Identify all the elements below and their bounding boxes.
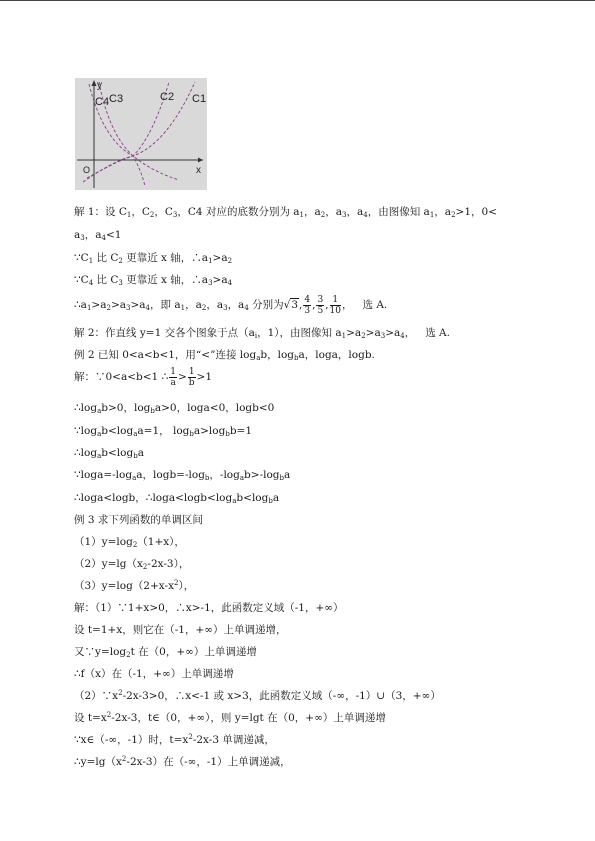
sol2-line: 解 2：作直线 y=1 交各个图象于点（$a_i$，1），由图像知 $a_1>a_2>a_3>a_4$， 选 A. — [74, 327, 450, 340]
exponential-curves-figure — [75, 78, 207, 190]
curve-label-c1: C1 — [192, 93, 207, 105]
ex3-s8: $\therefore y=\lg(x^2-2x-3)$在（-∞，-1）上单调递减， — [74, 755, 291, 768]
fraction-1-b: $\frac{1}{b}$ — [188, 366, 195, 388]
ex2-r3: $\therefore\log_ab<\log_ba$ — [74, 447, 144, 460]
sol1-line1: 解 1：设 $C_1$，$C_2$，$C_3$，C4 对应的底数分别为 $a_1$，$a_2$，$a_3$，$a_4$，由图像知 $a_1$，$a_2>1$，0< — [74, 206, 497, 219]
ex2-r5: ∴loga<logb，$\therefore\log a<\log b<\log_ab<\log_ba$ — [74, 492, 280, 505]
curve-label-c3: C3 — [109, 93, 124, 105]
fraction-1-a: $\frac{1}{a}$ — [170, 366, 176, 388]
ex2-r1: $\therefore\log_ab>0$，$\log_ba>0$，loga<0，logb<0 — [74, 402, 275, 415]
ex3-s6: 设 $t=x^2-2x-3$，t∈（0，+∞），则 y=lgt 在（0，+∞）上单调递增 — [74, 711, 386, 724]
page-top-rule — [0, 0, 595, 1]
sqrt-3: √3 — [283, 299, 299, 311]
sol1-line2: $a_3$，$a_4<1$ — [74, 229, 122, 242]
sol1-line4: $\because C_4$ 比 $C_3$ 更靠近 x 轴，$\therefore a_3>a_4$ — [74, 274, 233, 287]
curve-label-c4: C4 — [95, 96, 110, 108]
fraction-4-3: $\frac{4}{3}$ — [304, 294, 311, 316]
ex3-s7: ∵x∈（-∞，-1）时，$t=x^2-2x-3$ 单调递减， — [74, 733, 275, 746]
ex3-problem-3: $(3)y=\log(2+x-x^2)$， — [74, 579, 195, 592]
ex2-solution-line: 解：∵0<a<b<1 ∴ $\frac{1}{a}$ > $\frac{1}{b}$ >1 — [74, 366, 213, 388]
y-axis-label: y — [97, 80, 102, 91]
ex3-s1: 解：（1）∵1+x>0，∴x>-1，此函数定义域（-1，+∞） — [74, 602, 344, 614]
ex3-s3: 又$\because y=\log_2t$ 在（0，+∞）上单调递增 — [74, 646, 257, 659]
ex3-problem-2: $(2)y=\lg(x_2-2x-3)$， — [74, 558, 190, 571]
ex3-s2: 设 t=1+x，则它在（-1，+∞）上单调递增， — [74, 624, 287, 636]
origin-label: O — [83, 165, 91, 175]
ex2-title: 例 2 已知 0<a<b<1，用“<”连接 $\log_ab$，$\log_ba$，loga，logb. — [74, 349, 375, 362]
curve-label-c2: C2 — [160, 91, 175, 103]
fraction-3-5: $\frac{3}{5}$ — [317, 294, 324, 316]
fraction-1-10: $\frac{1}{10}$ — [329, 294, 341, 316]
sol1-line3: $\because C_1$ 比 $C_2$ 更靠近 x 轴，$\therefore a_1>a_2$ — [74, 252, 233, 265]
ex3-s5: $(2)\because x^2-2x-3>0$，∴x<-1 或 x>3，此函数定义域（-∞，-1）∪（3，+∞） — [74, 689, 441, 702]
ex3-problem-1: $(1)y=\log_2(1+x)$， — [74, 536, 185, 549]
ex2-r2: $\because\log_ab<\log_aa=1$， $\log_ba>\log_bb=1$ — [74, 425, 253, 438]
ex3-title: 例 3 求下列函数的单调区间 — [74, 514, 203, 526]
ex2-r4: $\because\log a=-\log_aa$，$\log b=-\log_b$，$-\log_ab>-\log_ba$ — [74, 469, 291, 482]
ex3-s4: ∴f（x）在（-1，+∞）上单调递增 — [74, 668, 234, 680]
x-axis-label: x — [196, 165, 201, 176]
sol1-line5: $\therefore a_1>a_2>a_3>a_4$，即 $a_1$，$a_2$，$a_3$，$a_4$ 分别为√3, $\frac{4}{3}$ , $\frac{3}{5}$ , $\frac{1}{10}$ ， 选 A. — [74, 294, 388, 316]
